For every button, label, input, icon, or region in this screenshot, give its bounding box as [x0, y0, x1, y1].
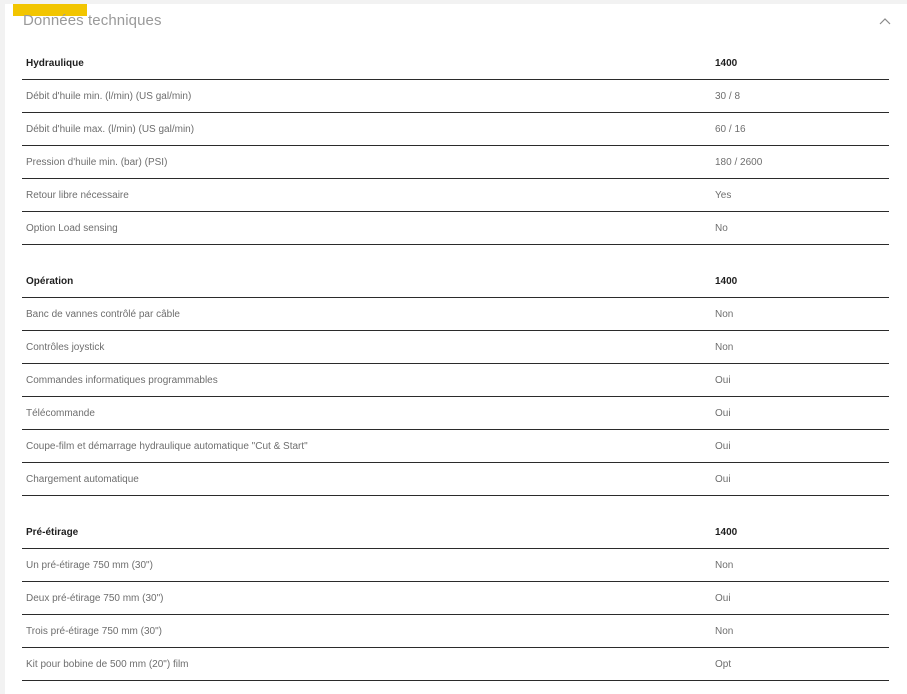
table-row	[22, 331, 889, 364]
spec-value: 30 / 8	[715, 90, 741, 102]
section-operation	[22, 265, 889, 496]
table-row	[22, 582, 889, 615]
section-pre-etirage	[22, 516, 889, 681]
spec-label: Débit d'huile max. (l/min) (US gal/min)	[26, 123, 195, 135]
section-header	[22, 265, 889, 298]
spec-value: 180 / 2600	[715, 156, 763, 168]
section-title: Hydraulique	[26, 57, 84, 69]
spec-label: Chargement automatique	[26, 473, 139, 485]
spec-value: Non	[715, 625, 734, 637]
spec-label: Banc de vannes contrôlé par câble	[26, 308, 180, 320]
model-column-header: 1400	[715, 275, 738, 287]
spec-label: Contrôles joystick	[26, 341, 105, 353]
spec-value: Non	[715, 341, 734, 353]
chevron-up-icon[interactable]	[877, 14, 893, 28]
spec-label: Débit d'huile min. (l/min) (US gal/min)	[26, 90, 192, 102]
spec-value: Non	[715, 308, 734, 320]
panel-title: Données techniques	[23, 12, 162, 29]
table-row	[22, 113, 889, 146]
spec-value: Oui	[715, 374, 731, 386]
table-row	[22, 80, 889, 113]
spec-value: Non	[715, 559, 734, 571]
spec-label: Télécommande	[26, 407, 95, 419]
section-title: Pré-étirage	[26, 526, 79, 538]
spec-value: Oui	[715, 473, 731, 485]
section-header	[22, 516, 889, 549]
spec-label: Deux pré-étirage 750 mm (30")	[26, 592, 164, 604]
spec-value: Yes	[715, 189, 732, 201]
spec-label: Un pré-étirage 750 mm (30")	[26, 559, 153, 571]
spec-value: 60 / 16	[715, 123, 746, 135]
spec-label: Retour libre nécessaire	[26, 189, 129, 201]
table-row	[22, 648, 889, 681]
spec-label: Kit pour bobine de 500 mm (20") film	[26, 658, 189, 670]
spec-label: Option Load sensing	[26, 222, 118, 234]
spec-label: Trois pré-étirage 750 mm (30")	[26, 625, 163, 637]
section-title: Opération	[26, 275, 74, 287]
table-row	[22, 463, 889, 496]
spec-label: Coupe-film et démarrage hydraulique automatique "Cut & Start"	[26, 440, 308, 452]
table-row	[22, 397, 889, 430]
table-row	[22, 212, 889, 245]
table-row	[22, 146, 889, 179]
technical-data-panel	[5, 4, 907, 694]
spec-value: Oui	[715, 407, 731, 419]
table-row	[22, 298, 889, 331]
section-header	[22, 47, 889, 80]
model-column-header: 1400	[715, 57, 738, 69]
spec-label: Pression d'huile min. (bar) (PSI)	[26, 156, 168, 168]
table-row	[22, 615, 889, 648]
spec-label: Commandes informatiques programmables	[26, 374, 218, 386]
spec-value: Oui	[715, 440, 731, 452]
table-row	[22, 430, 889, 463]
table-row	[22, 364, 889, 397]
spec-value: No	[715, 222, 728, 234]
table-row	[22, 179, 889, 212]
model-column-header: 1400	[715, 526, 738, 538]
table-row	[22, 549, 889, 582]
section-hydraulique	[22, 47, 889, 245]
spec-value: Opt	[715, 658, 732, 670]
spec-value: Oui	[715, 592, 731, 604]
